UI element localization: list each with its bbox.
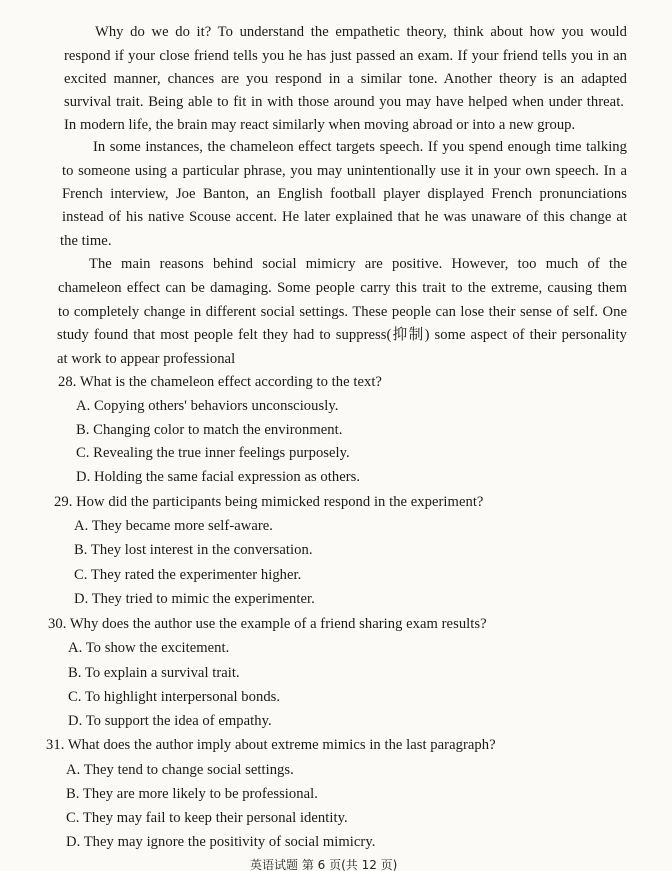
passage-line: In some instances, the chameleon effect targets speech. If you spend enough time talking <box>93 139 627 155</box>
page-footer: 英语试题 第 6 页(共 12 页) <box>250 858 398 871</box>
option-b[interactable]: B. They lost interest in the conversation. <box>74 542 313 558</box>
question-stem: 29. How did the participants being mimicked respond in the experiment? <box>54 494 484 510</box>
option-d[interactable]: D. To support the idea of empathy. <box>68 713 272 729</box>
passage-line: chameleon effect can be damaging. Some people carry this trait to the extreme, causing them <box>58 280 627 296</box>
passage-line: study found that most people felt they had to suppress(抑制) some aspect of their personality <box>57 327 627 343</box>
passage-line: at work to appear professional <box>57 351 236 367</box>
passage-line: The main reasons behind social mimicry are positive. However, too much of the <box>89 256 627 272</box>
option-d[interactable]: D. Holding the same facial expression as others. <box>76 469 361 485</box>
option-c[interactable]: C. To highlight interpersonal bonds. <box>68 689 281 705</box>
option-d[interactable]: D. They tried to mimic the experimenter. <box>74 591 315 607</box>
option-b[interactable]: B. To explain a survival trait. <box>68 665 240 681</box>
question-stem: 31. What does the author imply about extreme mimics in the last paragraph? <box>46 737 496 753</box>
option-a[interactable]: A. They tend to change social settings. <box>66 762 294 778</box>
passage-line: excited manner, chances are you respond in a similar tone. Another theory is an adapted <box>64 71 627 87</box>
option-d[interactable]: D. They may ignore the positivity of social mimicry. <box>66 834 376 850</box>
passage-line: instead of his native Scouse accent. He later explained that he was unaware of this change at <box>62 209 627 225</box>
passage-line: French interview, Joe Banton, an English football player displayed French pronunciations <box>62 186 627 202</box>
question-stem: 28. What is the chameleon effect according to the text? <box>58 374 382 390</box>
option-a[interactable]: A. To show the excitement. <box>68 640 230 656</box>
option-b[interactable]: B. They are more likely to be professional. <box>66 786 318 802</box>
passage-line: the time. <box>60 233 112 249</box>
passage-line: to someone using a particular phrase, you may unintentionally use it in your own speech. In a <box>62 163 627 179</box>
passage-line: Why do we do it? To understand the empathetic theory, think about how you would <box>95 24 627 40</box>
passage-line: In modern life, the brain may react similarly when moving abroad or into a new group. <box>64 117 576 133</box>
option-c[interactable]: C. They rated the experimenter higher. <box>74 567 302 583</box>
passage-line: to completely change in different social settings. These people can lose their sense of self. One <box>58 304 627 320</box>
option-a[interactable]: A. Copying others' behaviors unconsciously. <box>76 398 339 414</box>
option-c[interactable]: C. They may fail to keep their personal identity. <box>66 810 348 826</box>
question-stem: 30. Why does the author use the example of a friend sharing exam results? <box>48 616 487 632</box>
option-a[interactable]: A. They became more self-aware. <box>74 518 274 534</box>
passage-line: respond if your close friend tells you he has just passed an exam. If your friend tells you in an <box>64 48 627 64</box>
passage-line: survival trait. Being able to fit in with those around you may have helped when under threat. <box>64 94 624 110</box>
option-c[interactable]: C. Revealing the true inner feelings purposely. <box>76 445 350 461</box>
option-b[interactable]: B. Changing color to match the environment. <box>76 422 343 438</box>
